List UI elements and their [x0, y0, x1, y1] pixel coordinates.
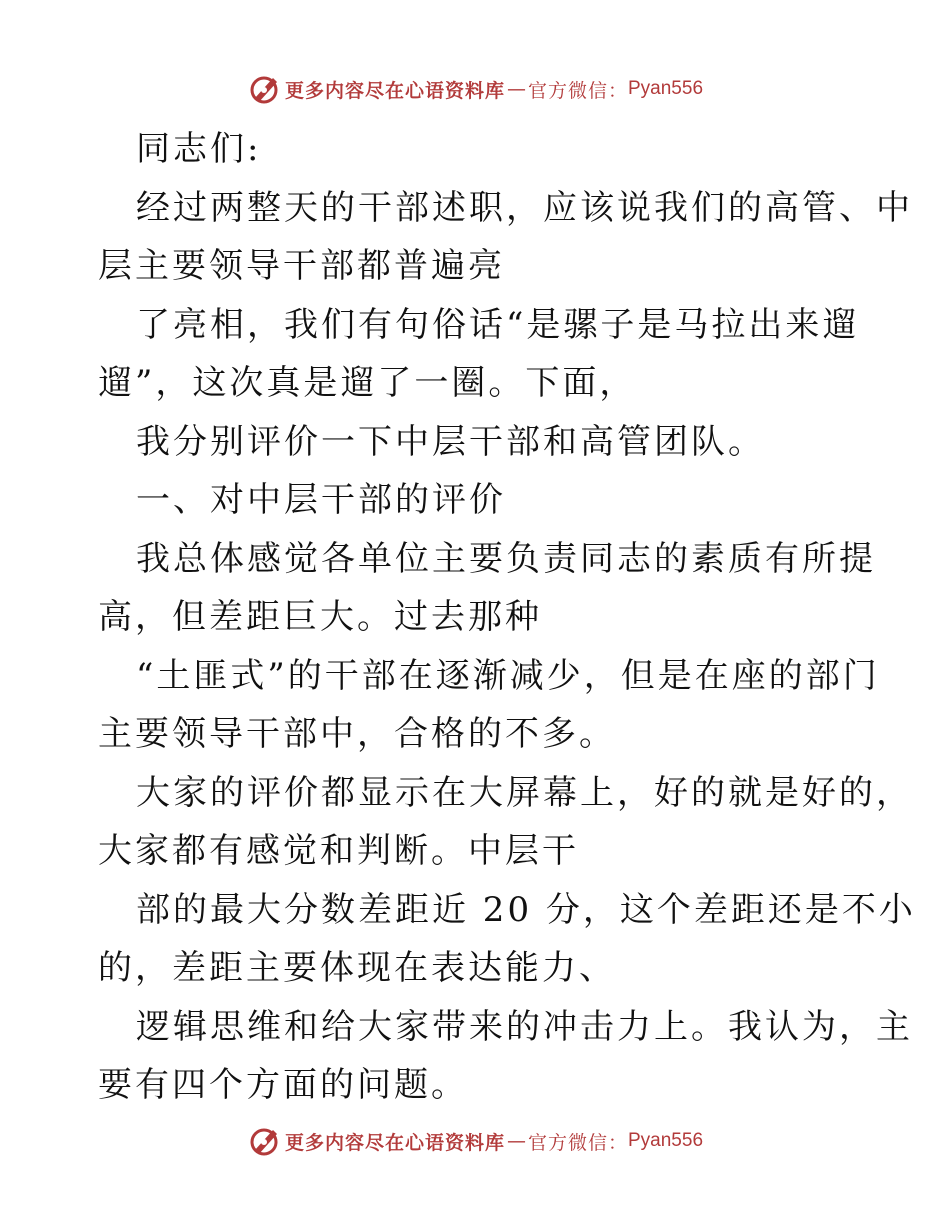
paragraph-line: 层主要领导干部都普遍亮 — [98, 246, 505, 286]
paragraph-line: 部的最大分数差距近 20 分，这个差距还是不小 — [136, 889, 916, 930]
footer-banner — [0, 1124, 950, 1158]
paragraph-line: 了亮相，我们有句俗话“是骡子是马拉出来遛 — [136, 304, 860, 345]
paragraph-line: 的，差距主要体现在表达能力、 — [98, 948, 616, 988]
paragraph-line: 我分别评价一下中层干部和高管团队。 — [136, 421, 765, 462]
paragraph-line: 大家的评价都显示在大屏幕上，好的就是好的， — [136, 772, 913, 813]
paragraph-line: 遛”，这次真是遛了一圈。下面， — [98, 363, 637, 403]
paragraph-line: 高，但差距巨大。过去那种 — [98, 597, 542, 637]
banner-dash: — — [506, 78, 526, 100]
paragraph-line: 经过两整天的干部述职，应该说我们的高管、中 — [136, 187, 913, 228]
banner-text: 更多内容尽在心语资料库 — [284, 1131, 505, 1154]
paragraph-line: 逻辑思维和给大家带来的冲击力上。我认为，主 — [136, 1006, 913, 1047]
header-banner — [0, 72, 950, 106]
banner-wechat-label: 官方微信： — [527, 79, 628, 102]
banner-wechat-label: 官方微信： — [527, 1131, 628, 1154]
pen-circle-icon — [247, 72, 281, 106]
salutation: 同志们: — [136, 129, 262, 169]
paragraph-line: 我总体感觉各单位主要负责同志的素质有所提 — [136, 538, 876, 579]
banner-text: 更多内容尽在心语资料库 — [284, 79, 505, 102]
banner-dash: — — [506, 1130, 526, 1152]
paragraph-line: “土匪式”的干部在逐渐减少，但是在座的部门 — [136, 655, 880, 696]
banner-wechat-id: Pyan556 — [628, 78, 704, 99]
paragraph-line: 要有四个方面的问题。 — [98, 1065, 468, 1105]
banner-wechat-id: Pyan556 — [628, 1130, 704, 1151]
section-heading: 一、对中层干部的评价 — [136, 480, 506, 520]
paragraph-line: 大家都有感觉和判断。中层干 — [98, 831, 579, 871]
paragraph-line: 主要领导干部中，合格的不多。 — [98, 714, 616, 754]
document-body — [98, 120, 916, 1115]
pen-circle-icon — [247, 1124, 281, 1158]
